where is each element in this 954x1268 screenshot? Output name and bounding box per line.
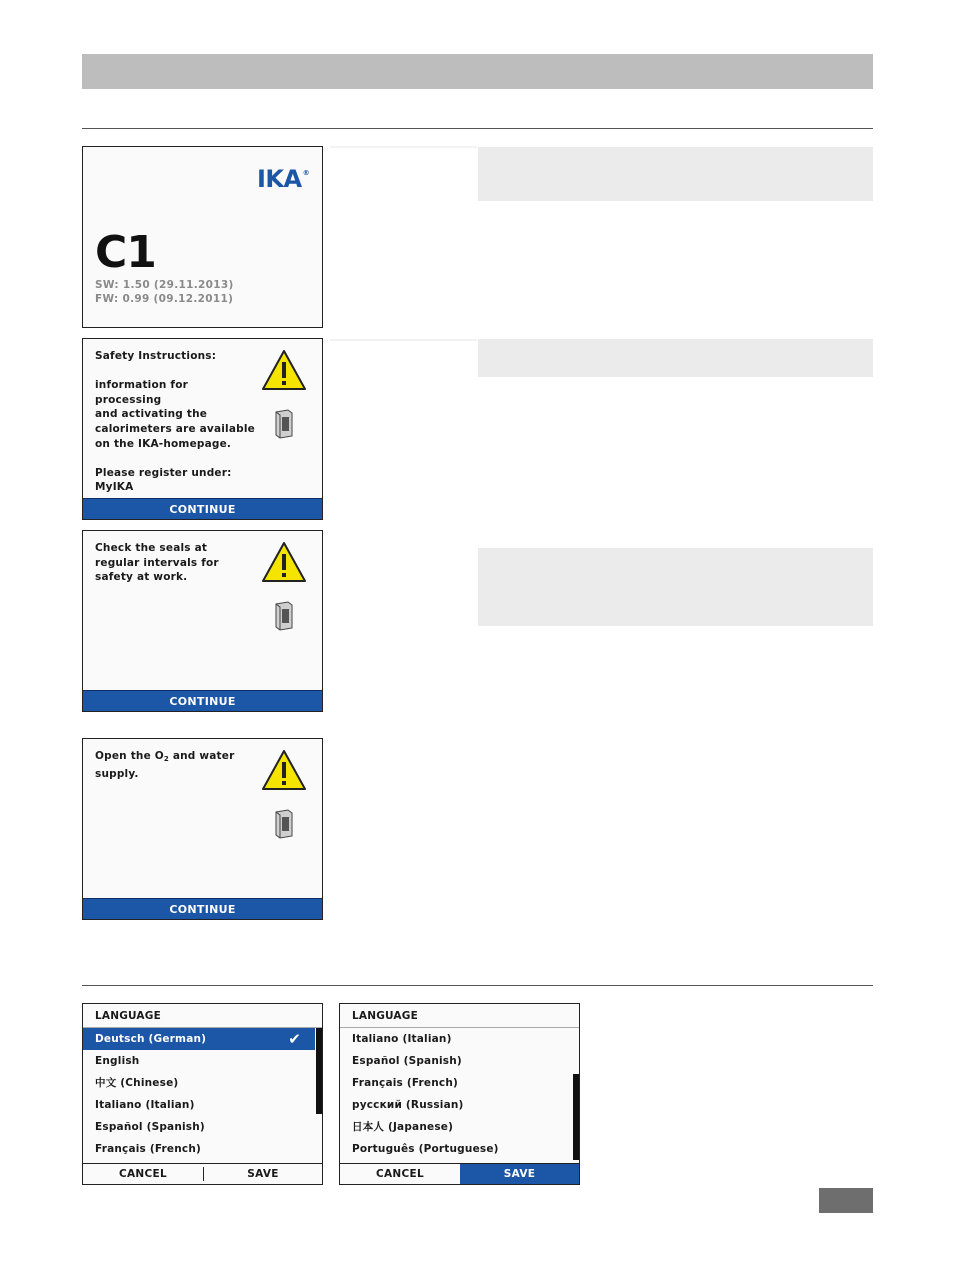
language-item-spanish[interactable]: Español (Spanish) xyxy=(95,1121,205,1133)
scrollbar-thumb[interactable] xyxy=(573,1074,579,1160)
language-title: LANGUAGE xyxy=(95,1010,161,1022)
ika-logo: IKA® xyxy=(257,165,310,193)
language-item-french[interactable]: Français (French) xyxy=(95,1143,202,1155)
text-placeholder-line xyxy=(330,146,477,148)
warning-icon xyxy=(261,349,307,391)
seals-message: Check the seals at regular intervals for safety at work. xyxy=(95,542,219,584)
language-item-french[interactable]: Français (French) xyxy=(352,1077,459,1089)
language-item-english[interactable]: English xyxy=(95,1055,140,1067)
cancel-button[interactable]: CANCEL xyxy=(119,1168,167,1180)
cancel-button[interactable]: CANCEL xyxy=(376,1168,424,1180)
language-item-spanish[interactable]: Español (Spanish) xyxy=(352,1055,462,1067)
language-list xyxy=(83,1028,315,1160)
text-placeholder-line xyxy=(330,339,477,341)
language-panel-1 xyxy=(82,1003,323,1185)
supply-screen xyxy=(82,738,323,920)
software-version: SW: 1.50 (29.11.2013) xyxy=(95,279,234,291)
save-button[interactable]: SAVE xyxy=(460,1164,579,1184)
language-item-german[interactable]: Deutsch (German) ✔ xyxy=(83,1028,315,1050)
seals-check-screen xyxy=(82,530,323,712)
language-buttons xyxy=(83,1163,322,1184)
warning-icon xyxy=(261,541,307,583)
safety-instructions-screen xyxy=(82,338,323,520)
scrollbar-thumb[interactable] xyxy=(316,1028,322,1114)
language-item-italian[interactable]: Italiano (Italian) xyxy=(95,1099,195,1111)
section-rule-top xyxy=(82,128,873,129)
page-number-tab xyxy=(819,1188,873,1213)
calorimeter-device-icon xyxy=(273,409,295,439)
language-item-russian[interactable]: русский (Russian) xyxy=(352,1099,464,1111)
text-placeholder-box xyxy=(478,548,873,626)
language-item-japanese[interactable]: 日本人 (Japanese) xyxy=(352,1121,454,1133)
checkmark-icon: ✔ xyxy=(288,1030,301,1048)
calorimeter-device-icon xyxy=(273,809,295,839)
continue-button[interactable]: CONTINUE xyxy=(83,898,322,919)
splash-screen xyxy=(82,146,323,328)
language-list xyxy=(340,1028,572,1160)
language-item-portuguese[interactable]: Português (Portuguese) xyxy=(352,1143,499,1155)
calorimeter-device-icon xyxy=(273,601,295,631)
continue-button[interactable]: CONTINUE xyxy=(83,498,322,519)
safety-message: Safety Instructions: information for processing and activating the calorimeters are available on the IKA-homepage. Please register under: MyIKA xyxy=(95,350,255,494)
language-title: LANGUAGE xyxy=(352,1010,418,1022)
text-placeholder-box xyxy=(478,339,873,377)
supply-message: Open the $O_2$ and water supply. xyxy=(95,750,235,780)
warning-icon xyxy=(261,749,307,791)
model-name: C1 xyxy=(95,227,156,278)
firmware-version: FW: 0.99 (09.12.2011) xyxy=(95,293,234,305)
language-panel-2 xyxy=(339,1003,580,1185)
header-bar xyxy=(82,54,873,89)
section-rule-bottom xyxy=(82,985,873,986)
text-placeholder-box xyxy=(478,147,873,201)
language-item-italian[interactable]: Italiano (Italian) xyxy=(352,1033,452,1045)
save-button[interactable]: SAVE xyxy=(247,1168,279,1180)
language-item-chinese[interactable]: 中文 (Chinese) xyxy=(95,1077,179,1089)
continue-button[interactable]: CONTINUE xyxy=(83,690,322,711)
language-buttons xyxy=(340,1163,579,1184)
